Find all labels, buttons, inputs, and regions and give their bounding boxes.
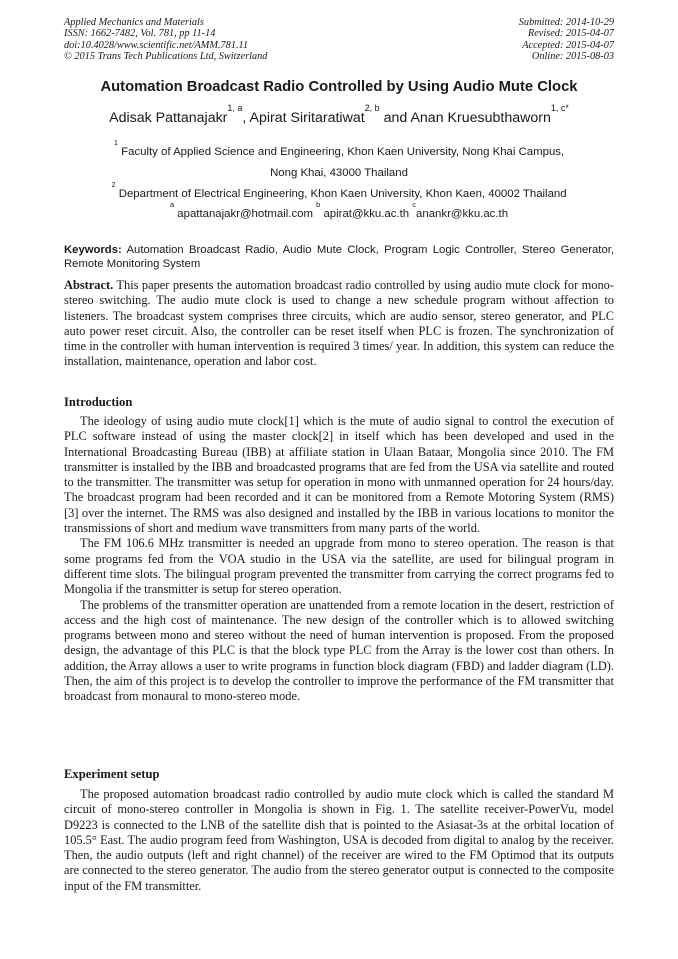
date-info xyxy=(519,17,614,62)
introduction-body xyxy=(64,414,614,705)
experiment-body xyxy=(64,787,614,894)
paragraph: The FM 106.6 MHz transmitter is needed an upgrade from mono to stereo operation. The reason is that some programs fed from the VOA studio in the USA via the satellite, are used for bilingual program in different time slots. The bilingual program prevented the transmitter from carrying the correct programs fed to Mongolia if the transmitter is setup for stereo operation. xyxy=(64,536,614,597)
issn-line: ISSN: 1662-7482, Vol. 781, pp 11-14 xyxy=(64,28,216,40)
affiliation-1: $^1$ Faculty of Applied Science and Engineering, Khon Kaen University, Nong Khai Campus, xyxy=(113,138,565,158)
author-separator: and xyxy=(379,110,411,126)
keywords-label: Keywords: xyxy=(64,244,122,256)
affiliation-2: $^2$ Department of Electrical Engineering, Khon Kaen University, Khon Kaen, 40002 Thailand xyxy=(111,180,567,200)
abstract-label: Abstract. xyxy=(64,278,114,292)
author-affiliation-mark: 1, a xyxy=(227,103,243,113)
revised-date: Revised: 2015-04-07 xyxy=(527,28,614,40)
abstract xyxy=(64,278,614,370)
author-list xyxy=(0,103,678,126)
section-heading-introduction: Introduction xyxy=(64,395,133,409)
keywords-text: Automation Broadcast Radio, Audio Mute Clock, Program Logic Controller, Stereo Generator, Remote Monitoring System xyxy=(64,244,614,270)
author-separator: , xyxy=(242,110,250,126)
email-c: anankr@kku.ac.th xyxy=(416,208,509,220)
email-b: apirat@kku.ac.th xyxy=(320,208,413,220)
copyright-line: © 2015 Trans Tech Publications Ltd, Switzerland xyxy=(64,50,268,62)
email-line: $^a$ apattanajakr@hotmail.com $^b$ apirat@kku.ac.th $^c$anankr@kku.ac.th xyxy=(169,200,509,220)
author-affiliation-mark: 2, b xyxy=(364,103,380,113)
online-date: Online: 2015-08-03 xyxy=(531,50,614,62)
author-name: Anan Kruesubthaworn xyxy=(410,110,551,126)
affiliation-mark: 1 xyxy=(113,138,118,147)
submitted-date: Submitted: 2014-10-29 xyxy=(518,17,614,28)
paragraph: The proposed automation broadcast radio controlled by audio mute clock which is called the standard M circuit of mono-stereo controller in Mongolia is shown in Fig. 1. The satellite receiver-PowerVu, model D9223 is connected to the LNB of the satellite dish that is pointed to the Asiasat-3s at the orbital location of 105.5° East. The audio program feed from Washington, USA is decoded from digital to analog by the receiver. Then, the audio outputs (left and right channel) of the receiver are wired to the FM Optimod that its outputs are connected to the stereo generator. The audio from the stereo generator output is connected to the composite input of the FM transmitter. xyxy=(64,787,614,893)
affiliation-mark: 2 xyxy=(111,180,116,189)
author-affiliation-mark: 1, c* xyxy=(550,103,569,113)
affiliation-1-cont: Nong Khai, 43000 Thailand xyxy=(270,167,408,179)
author-name: Adisak Pattanajakr xyxy=(109,110,228,126)
paper-title: Automation Broadcast Radio Controlled by Using Audio Mute Clock xyxy=(100,79,578,95)
journal-info xyxy=(64,17,267,62)
section-heading-experiment: Experiment setup xyxy=(64,767,160,781)
abstract-text: This paper presents the automation broadcast radio controlled by using audio mute clock for mono-stereo switching. The audio mute clock is used to change a new schedule program without affection to listeners. The broadcast system comprises three circuits, which are audio sensor, stereo generator, and PLC auto power reset circuit. Also, the controller can be reset itself when PLC is frozen. The synchronization of time in the controller with human intervention is required 3 times/ year. In addition, this system can reduce the installation, maintenance, operation and labor cost. xyxy=(64,278,614,369)
accepted-date: Accepted: 2015-04-07 xyxy=(522,39,614,51)
doi-line: doi:10.4028/www.scientific.net/AMM.781.11 xyxy=(64,39,249,51)
journal-name: Applied Mechanics and Materials xyxy=(64,17,204,28)
email-a: apattanajakr@hotmail.com xyxy=(174,208,317,220)
author-name: Apirat Siritaratiwat xyxy=(249,110,365,126)
keywords xyxy=(64,243,614,271)
paragraph: The ideology of using audio mute clock[1] which is the mute of audio signal to control the execution of PLC software instead of using the master clock[2] in itself which has been developed and used in the International Broadcasting Bureau (IBB) at affiliate station in Ulaan Bataar, Mongolia since 2010. The FM transmitter is installed by the IBB and broadcasted programs that are fed from the USA via satellite and routed to the transmitter. The transmitter was setup for operation in mono with unmanned operation for 24 hours/day. The broadcast program had been recorded and it can be monitored from a Remote Motoring System (RMS) [3] over the internet. The RMS was also designed and installed by the IBB in various locations to monitor the transmissions of short and medium wave transmitters from many parts of the world. xyxy=(64,414,614,536)
paragraph: The problems of the transmitter operation are unattended from a remote location in the desert, restriction of access and the high cost of maintenance. The new design of the controller which is to allowed switching programs between mono and stereo without the need of human intervention is proposed. From the proposed design, the advantage of this PLC is that the block type PLC from the Array is the lower cost than others. In addition, the Array allows a user to write programs in function block diagram (FBD) and ladder diagram (LD). Then, the aim of this project is to develop the controller to improve the performance of the FM transmitter that broadcast from monaural to mono-stereo mode. xyxy=(64,597,614,704)
